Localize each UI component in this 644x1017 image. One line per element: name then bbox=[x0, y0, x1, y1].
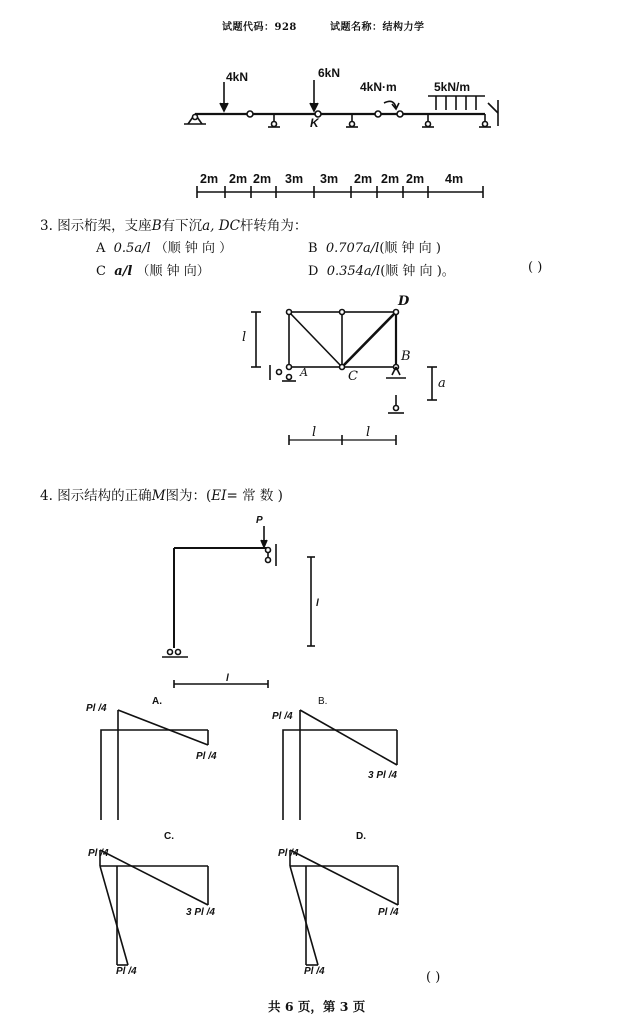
option-dir: （顺 钟 向） bbox=[136, 264, 210, 279]
q4-stem-b: 图为：( bbox=[165, 488, 212, 504]
truss-dim-l2: l bbox=[366, 425, 371, 440]
choice-a-label[interactable]: A. bbox=[152, 696, 162, 707]
option-value: a/l bbox=[114, 264, 133, 279]
option-letter: C bbox=[96, 264, 106, 279]
dim-4: 3m bbox=[285, 172, 304, 186]
frame-load-p: P bbox=[256, 515, 263, 526]
truss-dim-height: l bbox=[242, 330, 247, 345]
choice-d-right-value: Pl /4 bbox=[378, 907, 399, 918]
choice-a-right-value: Pl /4 bbox=[196, 751, 217, 762]
load-4kn: 4kN bbox=[226, 70, 249, 84]
q3-answer-blank[interactable]: ( ) bbox=[528, 260, 543, 275]
choice-d-bottom-value: Pl /4 bbox=[304, 966, 325, 977]
dim-3: 2m bbox=[253, 172, 272, 186]
truss-label-d: D bbox=[398, 294, 410, 309]
q3-stem-b: B bbox=[151, 218, 162, 234]
frame-dim-horizontal: l bbox=[226, 673, 229, 684]
dim-8: 2m bbox=[406, 172, 425, 186]
option-value: 0.707a/l bbox=[325, 241, 380, 256]
q3-stem-c: 有下沉 bbox=[161, 218, 203, 234]
load-6kn: 6kN bbox=[318, 66, 341, 80]
option-letter: D bbox=[308, 264, 319, 279]
choice-c-top-value: Pl /4 bbox=[88, 848, 109, 859]
load-moment: 4kN·m bbox=[360, 80, 397, 94]
truss-label-c: C bbox=[348, 369, 358, 384]
choice-b-right-value: 3 Pl /4 bbox=[368, 770, 397, 781]
option-dir: （顺 钟 向 ） bbox=[154, 241, 233, 256]
code-label: 试题代码： bbox=[222, 22, 275, 33]
load-distributed: 5kN/m bbox=[434, 80, 471, 94]
frame-dim-vertical: l bbox=[316, 598, 319, 609]
choice-b-top-value: Pl /4 bbox=[272, 711, 293, 722]
truss-label-a: A bbox=[300, 366, 308, 379]
dim-9: 4m bbox=[445, 172, 464, 186]
page-footer: 共 6 页，第 3 页 bbox=[268, 999, 366, 1014]
choice-d-label[interactable]: D. bbox=[356, 831, 366, 842]
dim-2: 2m bbox=[229, 172, 248, 186]
truss-label-b: B bbox=[401, 349, 411, 364]
choice-c-bottom-value: Pl /4 bbox=[116, 966, 137, 977]
option-value: 0.5a/l bbox=[113, 241, 151, 256]
q4-stem-ei: EI bbox=[211, 488, 227, 504]
q4-stem-m: M bbox=[151, 488, 166, 504]
choice-c-right-value: 3 Pl /4 bbox=[186, 907, 215, 918]
dim-5: 3m bbox=[320, 172, 339, 186]
dim-7: 2m bbox=[381, 172, 400, 186]
choice-b-label[interactable]: B. bbox=[318, 696, 328, 707]
option-value: 0.354a/l bbox=[326, 264, 381, 279]
name-label: 试题名称： bbox=[330, 22, 383, 33]
option-letter: A bbox=[96, 241, 106, 256]
truss-dim-l1: l bbox=[312, 425, 317, 440]
option-dir: (顺 钟 向 ) bbox=[379, 241, 441, 256]
q3-stem-e: 杆转角为： bbox=[239, 218, 308, 234]
q4-answer-blank[interactable]: ( ) bbox=[426, 970, 441, 985]
choice-a-top-value: Pl /4 bbox=[86, 703, 107, 714]
dim-1: 2m bbox=[200, 172, 219, 186]
q4-stem-c: = 常 数 ) bbox=[226, 488, 283, 504]
choice-c-label[interactable]: C. bbox=[164, 831, 174, 842]
q4-number: 4. bbox=[40, 488, 53, 504]
q3-stem-a: 图示桁架，支座 bbox=[57, 218, 152, 234]
truss-dim-a: a bbox=[438, 376, 446, 391]
choice-d-top-value: Pl /4 bbox=[278, 848, 299, 859]
option-letter: B bbox=[308, 241, 318, 256]
q3-stem-d: a, DC bbox=[202, 218, 240, 234]
q3-number: 3. bbox=[40, 218, 53, 234]
name-value: 结构力学 bbox=[382, 22, 425, 33]
q4-stem-a: 图示结构的正确 bbox=[57, 488, 152, 504]
dim-6: 2m bbox=[354, 172, 373, 186]
point-k-label: K bbox=[310, 116, 319, 130]
option-dir: (顺 钟 向 )。 bbox=[380, 264, 455, 279]
code-value: 928 bbox=[274, 22, 297, 33]
